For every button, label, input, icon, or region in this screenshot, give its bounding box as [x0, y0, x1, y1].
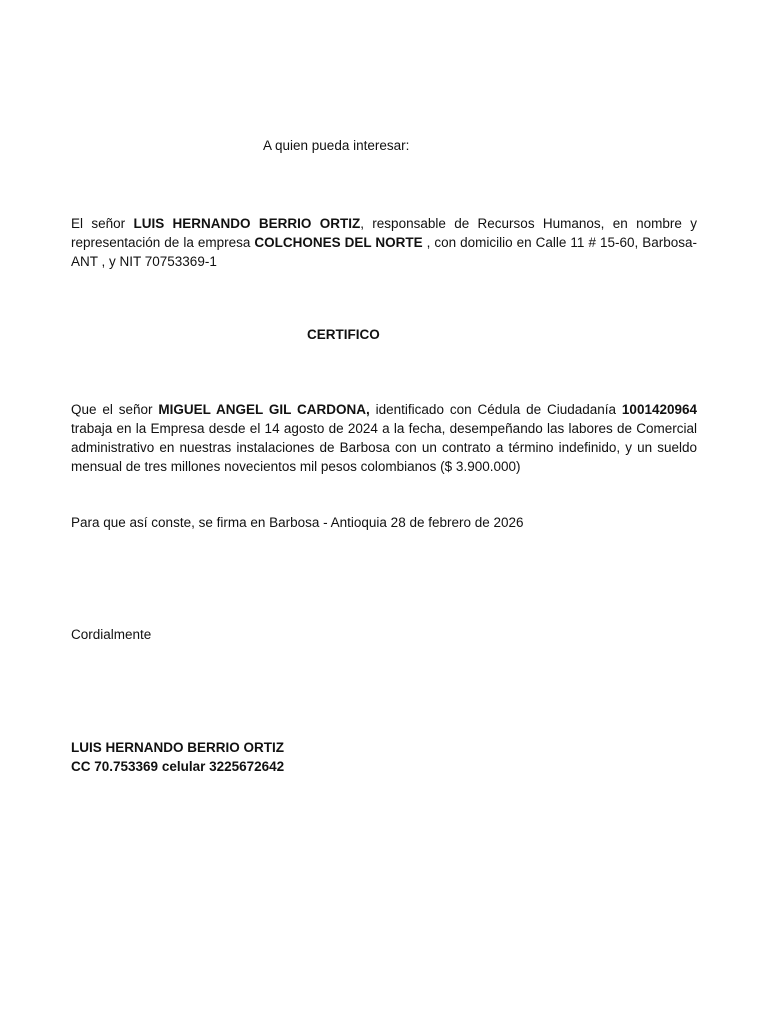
intro-paragraph: [71, 214, 697, 271]
body-paragraph: [71, 400, 697, 476]
intro-text-2: , responsable de Recursos Humanos, en nombre y representación de la empresa: [71, 216, 697, 250]
signer-id-line: CC 70.753369 celular 3225672642: [71, 759, 285, 774]
signature-block: [71, 738, 697, 776]
regards: Cordialmente: [71, 627, 152, 642]
closing-line: Para que así conste, se firma en Barbosa - Antioquia 28 de febrero de 2026: [71, 515, 524, 530]
intro-text-3: , con domicilio en Calle 11 # 15-60, Barbosa-ANT , y NIT 70753369-1: [71, 235, 698, 269]
body-text-2: identificado con Cédula de Ciudadanía: [369, 402, 622, 417]
body-text-3: trabaja en la Empresa desde el 14 agosto de 2024 a la fecha, desempeñando las labores de Comercial administrativo en nuestras instalaciones de Barbosa con un contrato a término indefinido, y un sueldo mensual de tres millones novecientos mil pesos colombianos ($ 3.900.000): [71, 421, 697, 474]
company-name: COLCHONES DEL NORTE: [254, 235, 423, 250]
greeting: A quien pueda interesar:: [263, 138, 410, 153]
certificate-title: CERTIFICO: [307, 327, 380, 342]
intro-text-1: El señor: [71, 216, 134, 231]
employee-id-number: 1001420964: [621, 402, 698, 417]
signer-name: LUIS HERNANDO BERRIO ORTIZ: [71, 740, 285, 755]
body-text-1: Que el señor: [71, 402, 159, 417]
employee-name: MIGUEL ANGEL GIL CARDONA,: [158, 402, 370, 417]
hr-manager-name: LUIS HERNANDO BERRIO ORTIZ: [133, 216, 361, 231]
